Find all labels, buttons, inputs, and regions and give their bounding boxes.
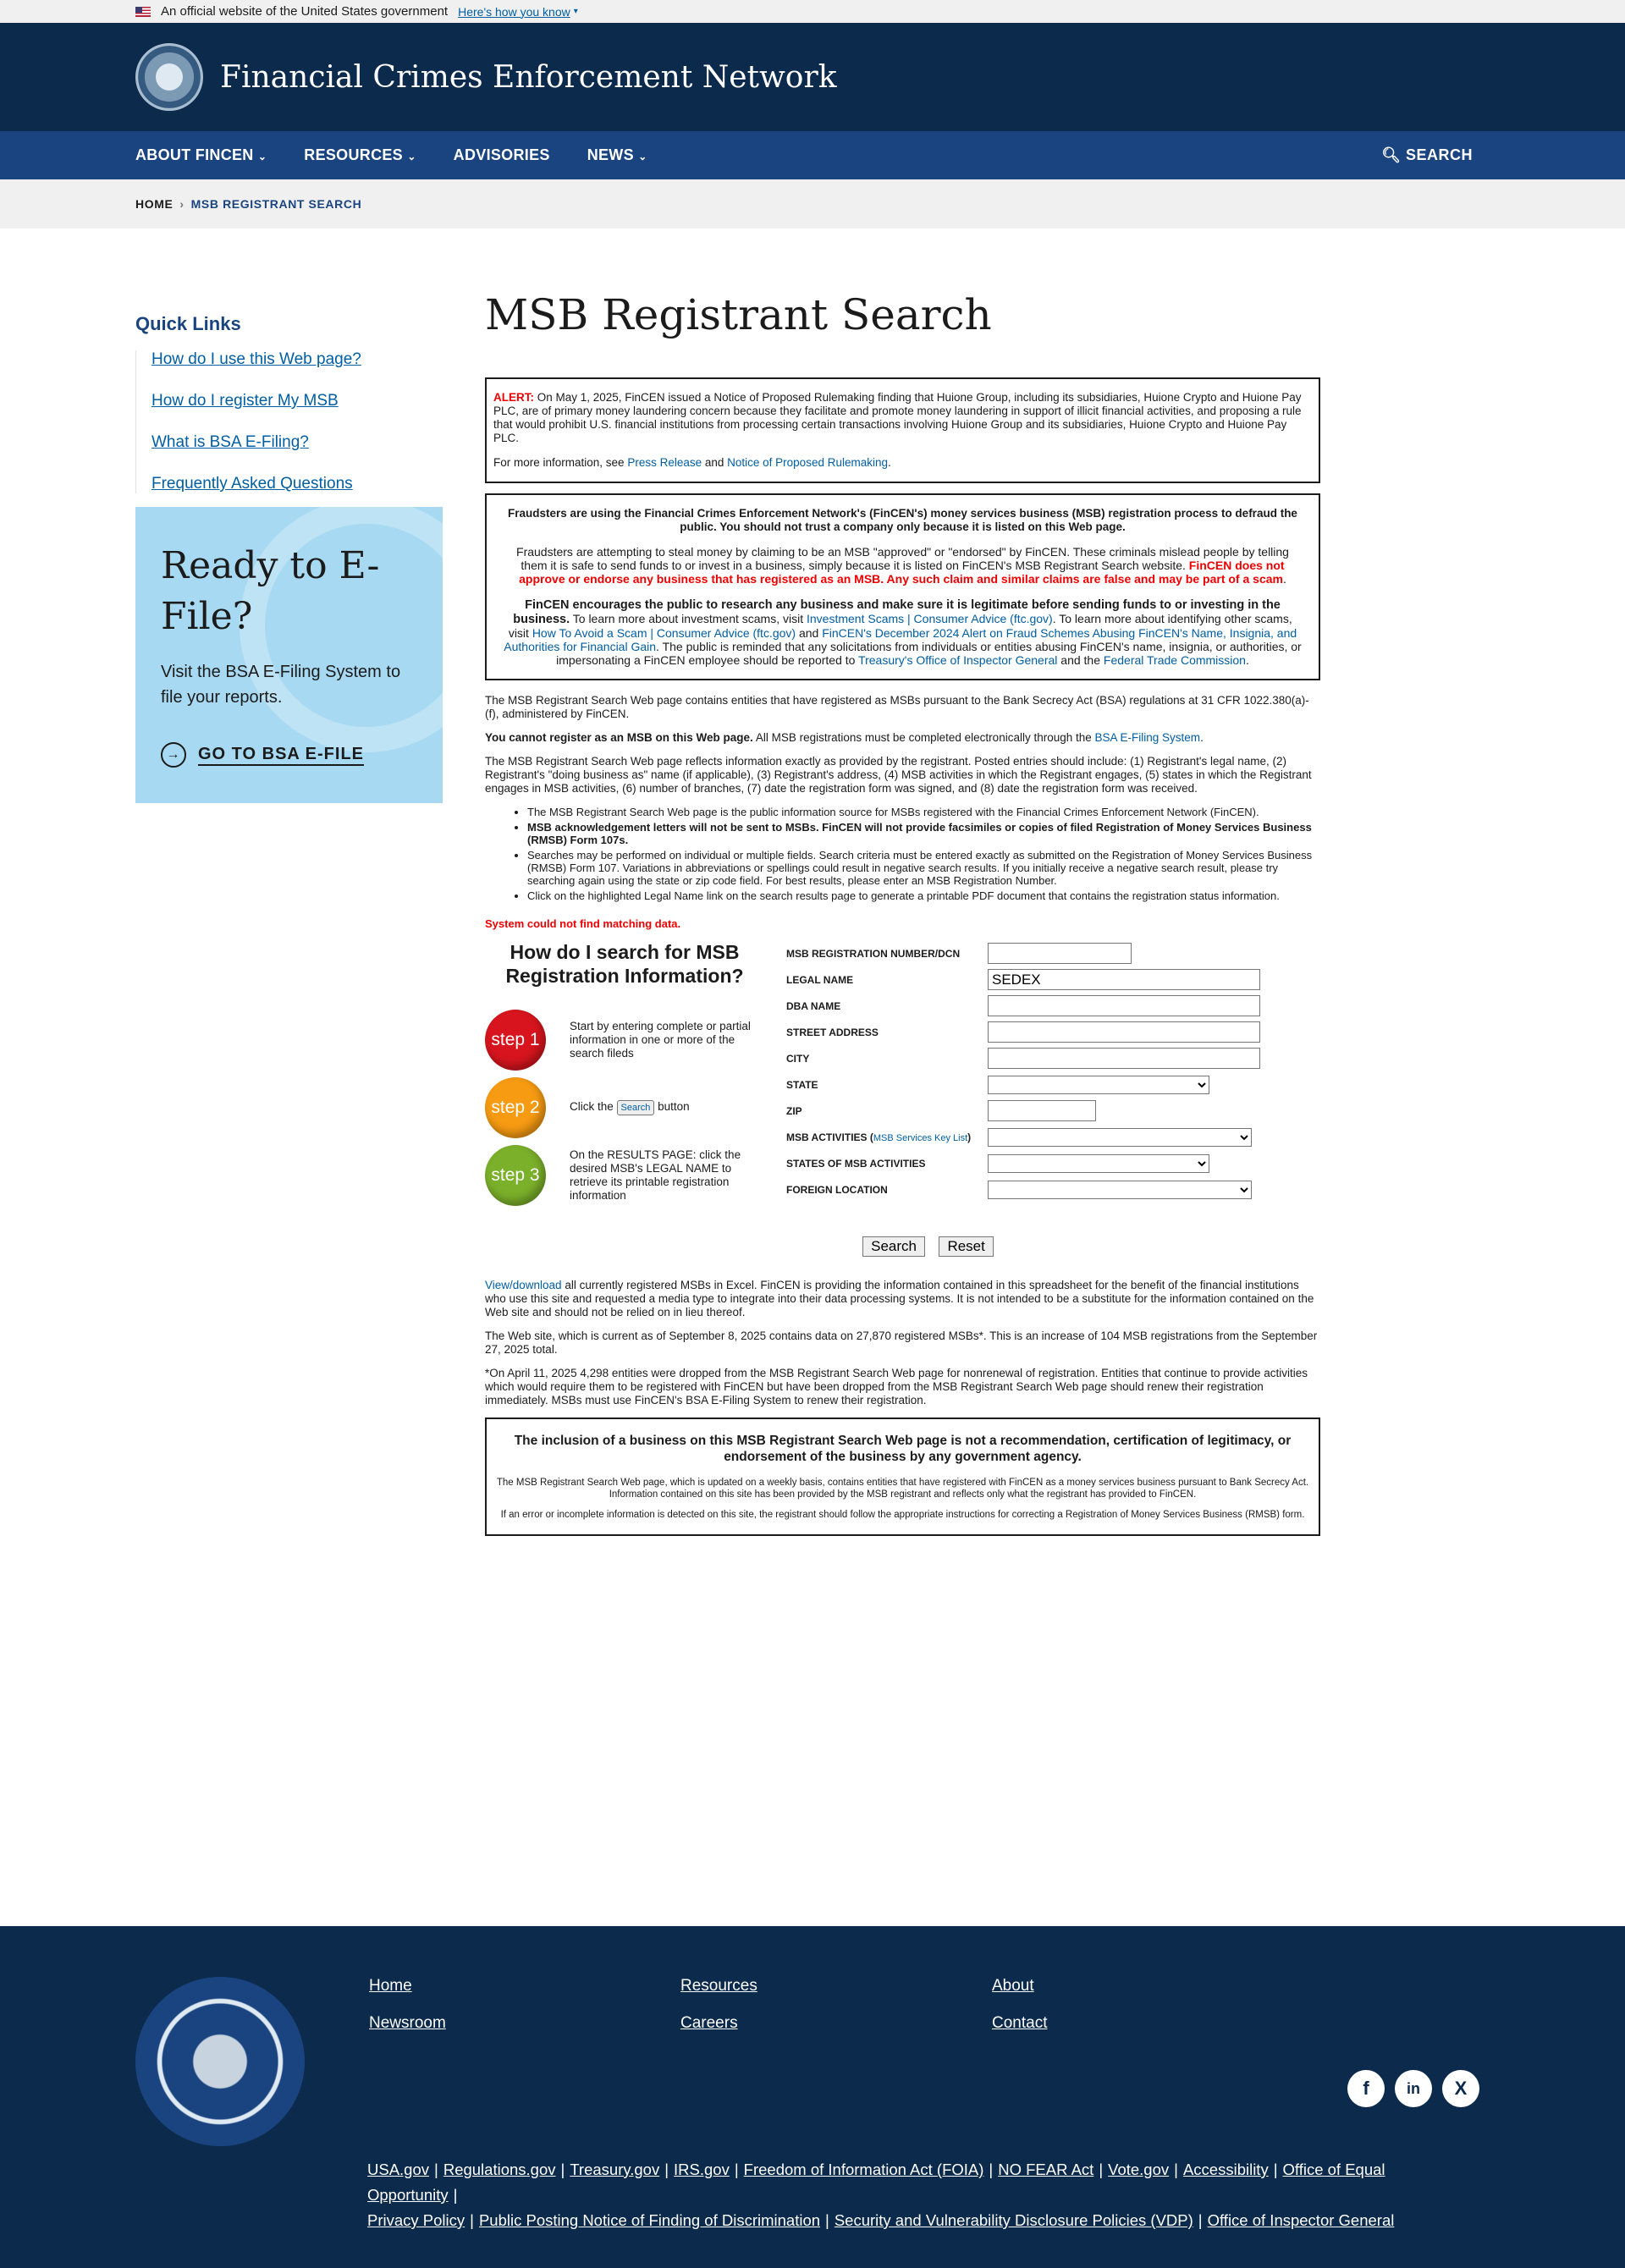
zip-input[interactable] bbox=[988, 1100, 1096, 1121]
footer-legal-links: USA.gov | Regulations.gov | Treasury.gov | IRS.gov | Freedom of Information Act (FOIA) | NO FEAR Act | Vote.gov | Accessibility | Office of Equal Opportunity | Privacy Policy | Public Posting Notice of Finding of Discrimination | Security and Vulnerability Disclosure Policies (VDP) | Office of Inspector General bbox=[367, 2161, 1395, 2229]
reflects-text: The MSB Registrant Search Web page reflects information exactly as provided by the registrant. Posted entries should include: (1) Registrant's legal name, (2) Registrant's "doing business as" name (if applicable), (3) Registrant's address, (4) MSB activities in which the Registrant engages, (5) states in which the Registrant engages in MSB activities, (6) number of branches, (7) date the registration form was signed, and (8) date the registration form was received. bbox=[485, 755, 1312, 795]
legal-name-input[interactable] bbox=[988, 969, 1260, 990]
msb-activities-select[interactable] bbox=[988, 1128, 1252, 1147]
step-2: step 2 Click the Search button bbox=[485, 1077, 764, 1138]
gov-banner-text: An official website of the United States government bbox=[161, 4, 449, 19]
gov-banner bbox=[0, 0, 1625, 23]
quick-link-faq[interactable]: Frequently Asked Questions bbox=[151, 475, 353, 493]
legal-link[interactable]: USA.gov bbox=[367, 2161, 430, 2178]
legal-link[interactable]: IRS.gov bbox=[674, 2161, 730, 2178]
bsa-efiling-link[interactable]: BSA E-Filing System bbox=[1094, 731, 1201, 744]
city-input[interactable] bbox=[988, 1048, 1260, 1069]
footer-link-resources[interactable]: Resources bbox=[680, 1977, 757, 1995]
nav-about-fincen[interactable]: ABOUT FINCEN ⌄ bbox=[135, 146, 267, 163]
view-download-link[interactable]: View/download bbox=[485, 1279, 562, 1291]
breadcrumb-home[interactable]: HOME bbox=[135, 197, 174, 211]
list-item: • MSB acknowledgement letters will not be sent to MSBs. FinCEN will not provide facsimiles or copies of filed Registration of Money Services Business (RMSB) Form 107s. bbox=[527, 821, 1320, 846]
x-twitter-icon[interactable]: X bbox=[1442, 2070, 1479, 2107]
info-bullets bbox=[527, 806, 1320, 902]
search-icon: 🔍︎ bbox=[1381, 146, 1402, 163]
arrow-right-circle-icon: → bbox=[161, 742, 186, 768]
legal-name-label: LEGAL NAME bbox=[786, 973, 854, 986]
efile-promo bbox=[135, 507, 443, 803]
nav-resources[interactable]: RESOURCES ⌄ bbox=[304, 146, 416, 163]
intro-text: The MSB Registrant Search Web page contains entities that have registered as MSBs pursuant to the Bank Secrecy Act (BSA) regulations at 31 CFR 1022.380(a)-(f), administered by FinCEN. bbox=[485, 694, 1309, 720]
chevron-down-icon: ⌄ bbox=[257, 151, 267, 162]
alert-box: ALERT: On May 1, 2025, FinCEN issued a Notice of Proposed Rulemaking finding that Huione Group, including its subsidiaries, Huione Crypto and Huione Pay PLC, are of primary money laundering concern because they facilitate and promote money laundering in support of illicit financial activities, and proposing a rule that would prohibit U.S. financial institutions from processing certain transactions involving Huione Group and its subsidiaries, Huione Crypto and Huione Pay PLC. For more information, see Press Release and Notice of Proposed Rulemaking. bbox=[485, 377, 1320, 483]
current-as-of-text: The Web site, which is current as of September 8, 2025 contains data on 27,870 registered MSBs*. This is an increase of 104 MSB registrations from the September 27, 2025 total. bbox=[485, 1329, 1318, 1356]
reset-button[interactable]: Reset bbox=[939, 1236, 993, 1257]
social-links bbox=[1347, 2070, 1479, 2107]
state-select[interactable] bbox=[988, 1076, 1209, 1094]
heres-how-you-know-link[interactable]: Here's how you know bbox=[458, 4, 570, 19]
foreign-location-label: FOREIGN LOCATION bbox=[786, 1183, 888, 1196]
fincen-seal-logo[interactable] bbox=[135, 43, 203, 111]
search-submit-button[interactable]: Search bbox=[862, 1236, 925, 1257]
legal-link[interactable]: NO FEAR Act bbox=[998, 2161, 1094, 2178]
disclaimer-heading: The inclusion of a business on this MSB Registrant Search Web page is not a recommendation, certification of legitimacy, or endorsement of the business by any government agency. bbox=[514, 1434, 1292, 1464]
chevron-down-icon: ⌄ bbox=[638, 151, 647, 162]
form-buttons bbox=[485, 1236, 1320, 1257]
disclaimer-p1: The MSB Registrant Search Web page, which is updated on a weekly basis, contains entities that have registered with FinCEN as a money services business pursuant to Bank Secrecy Act. Information contained on this site has been provided by the MSB registrant and reflects only what the registrant has provided to FinCEN. bbox=[496, 1478, 1309, 1500]
step-3: step 3 On the RESULTS PAGE: click the desired MSB's LEGAL NAME to retrieve its printable registration information bbox=[485, 1145, 764, 1206]
alert-text: On May 1, 2025, FinCEN issued a Notice of Proposed Rulemaking finding that Huione Group, including its subsidiaries, Huione Crypto and Huione Pay PLC, are of primary money laundering concern because they facilitate and promote money laundering in support of illicit financial activities, and proposing a rule that would prohibit U.S. financial institutions from processing certain transactions involving Huione Group and its subsidiaries, Huione Crypto and Huione Pay PLC. bbox=[493, 391, 1302, 444]
efile-title: Ready to E-File? bbox=[161, 544, 380, 638]
legal-link[interactable]: Office of Inspector General bbox=[1207, 2211, 1395, 2229]
reg-number-label: MSB REGISTRATION NUMBER/DCN bbox=[786, 947, 961, 960]
ftc-link[interactable]: Federal Trade Commission bbox=[1103, 653, 1246, 667]
investment-scams-link[interactable]: Investment Scams | Consumer Advice (ftc.gov) bbox=[806, 612, 1053, 625]
efile-text: Visit the BSA E-Filing System to file your reports. bbox=[161, 663, 401, 707]
city-label: CITY bbox=[786, 1052, 810, 1065]
legal-link[interactable]: Treasury.gov bbox=[570, 2161, 660, 2178]
step-2-icon: step 2 bbox=[485, 1077, 546, 1138]
quick-link-how-register[interactable]: How do I register My MSB bbox=[151, 392, 339, 410]
search-section bbox=[485, 940, 1320, 1213]
breadcrumb bbox=[0, 179, 1625, 228]
list-item: • Click on the highlighted Legal Name link on the search results page to generate a printable PDF document that contains the registration status information. bbox=[527, 889, 1320, 902]
page-title: MSB Registrant Search bbox=[485, 290, 992, 339]
chevron-right-icon: › bbox=[179, 197, 185, 211]
fraud-warning-box: Fraudsters are using the Financial Crimes Enforcement Network's (FinCEN's) money services business (MSB) registration process to defraud the public. You should not trust a company only because it is listed on this Web page. Fraudsters are attempting to steal money by claiming to be an MSB "approved" or "endorsed" by FinCEN. These criminals mislead people by telling them it is safe to send funds to or invest in a business, simply because it is listed on FinCEN's MSB Registrant Search website. FinCEN does not approve or endorse any business that has registered as an MSB. Any such claim and similar claims are false and may be part of a scam. FinCEN encourages the public to research any business and make sure it is legitimate before sending funds to or investing in the business. To learn more about investment scams, visit Investment Scams | Consumer Advice (ftc.gov). To learn more about identifying other scams, visit How To Avoid a Scam | Consumer Advice (ftc.gov) and FinCEN's December 2024 Alert on Fraud Schemes Abusing FinCEN's Name, Insignia, and Authorities for Financial Gain. The public is reminded that any solicitations from individuals or entities abusing FinCEN's name, insignia, or authorities, or impersonating a FinCEN employee should be reported to Treasury's Office of Inspector General and the Federal Trade Commission. bbox=[485, 493, 1320, 680]
msb-activities-label: MSB ACTIVITIES (MSB Services Key List) bbox=[786, 1131, 972, 1143]
sidebar bbox=[135, 313, 443, 803]
breadcrumb-current: MSB REGISTRANT SEARCH bbox=[190, 197, 362, 211]
masthead bbox=[0, 23, 1625, 131]
nprm-link[interactable]: Notice of Proposed Rulemaking bbox=[727, 456, 888, 469]
nav-advisories[interactable]: ADVISORIES bbox=[453, 146, 550, 163]
cannot-register-text: You cannot register as an MSB on this Web page. All MSB registrations must be completed electronically through the BSA E-Filing System. bbox=[485, 731, 1204, 744]
search-button[interactable]: 🔍︎ SEARCH bbox=[1381, 146, 1473, 163]
legal-link[interactable]: Freedom of Information Act (FOIA) bbox=[743, 2161, 984, 2178]
legal-link[interactable]: Accessibility bbox=[1182, 2161, 1269, 2178]
how-to-search bbox=[485, 940, 764, 1213]
quick-links-list bbox=[135, 350, 443, 493]
footer-link-about[interactable]: About bbox=[992, 1977, 1034, 1995]
quick-link-how-use[interactable]: How do I use this Web page? bbox=[151, 350, 361, 368]
dba-name-input[interactable] bbox=[988, 995, 1260, 1016]
state-label: STATE bbox=[786, 1078, 818, 1091]
foreign-location-select[interactable] bbox=[988, 1181, 1252, 1199]
linkedin-icon[interactable]: in bbox=[1395, 2070, 1432, 2107]
go-to-bsa-efile-link[interactable]: → GO TO BSA E-FILE bbox=[161, 742, 417, 768]
avoid-scam-link[interactable]: How To Avoid a Scam | Consumer Advice (ftc.gov) bbox=[532, 626, 796, 640]
street-address-input[interactable] bbox=[988, 1021, 1260, 1043]
download-text: View/download all currently registered MSBs in Excel. FinCEN is providing the information contained in this spreadsheet for the benefit of the financial institutions who use this site and requested a media type to integrate into their data processing systems. It is not intended to be a substitute for the information contained on the Web site and should not be relied on in lieu thereof. bbox=[485, 1279, 1314, 1318]
states-of-activities-select[interactable] bbox=[988, 1154, 1209, 1173]
msb-services-key-list-link[interactable]: MSB Services Key List bbox=[873, 1132, 968, 1143]
legal-link[interactable]: Public Posting Notice of Finding of Discrimination bbox=[478, 2211, 821, 2229]
how-to-title: How do I search for MSB Registration Information? bbox=[505, 941, 744, 987]
search-form bbox=[786, 940, 1320, 1213]
footer-link-contact[interactable]: Contact bbox=[992, 2014, 1048, 2032]
nav-news[interactable]: NEWS ⌄ bbox=[587, 146, 647, 163]
us-flag-icon bbox=[135, 7, 151, 17]
dba-name-label: DBA NAME bbox=[786, 999, 841, 1012]
legal-link[interactable]: Regulations.gov bbox=[443, 2161, 556, 2178]
quick-links-title: Quick Links bbox=[135, 313, 241, 334]
list-item: • The MSB Registrant Search Web page is the public information source for MSBs registered with the Financial Crimes Enforcement Network (FinCEN). bbox=[527, 806, 1320, 818]
fraud-heading: Fraudsters are using the Financial Crimes Enforcement Network's (FinCEN's) money services business (MSB) registration process to defraud the public. You should not trust a company only because it is listed on this Web page. bbox=[508, 507, 1297, 533]
legal-link[interactable]: Security and Vulnerability Disclosure Policies (VDP) bbox=[834, 2211, 1193, 2229]
footer-link-newsroom[interactable]: Newsroom bbox=[369, 2014, 446, 2032]
legal-link[interactable]: Vote.gov bbox=[1108, 2161, 1170, 2178]
site-footer bbox=[0, 1926, 1625, 2268]
press-release-link[interactable]: Press Release bbox=[627, 456, 702, 469]
treasury-fincen-seal-logo bbox=[135, 1977, 305, 2146]
legal-link[interactable]: Privacy Policy bbox=[367, 2211, 465, 2229]
chevron-down-icon: ⌄ bbox=[407, 151, 416, 162]
list-item: • Searches may be performed on individual or multiple fields. Search criteria must be entered exactly as submitted on the Registration of Money Services Business (RMSB) Form 107. Variations in abbreviations or spellings could result in negative search results. If you initially receive a negative search result, please try searching again using the state or zip code field. For best results, please enter an MSB Registration Number. bbox=[527, 849, 1320, 887]
footer-link-careers[interactable]: Careers bbox=[680, 2014, 738, 2032]
oig-link[interactable]: Treasury's Office of Inspector General bbox=[858, 653, 1058, 667]
states-of-activities-label: STATES OF MSB ACTIVITIES bbox=[786, 1157, 926, 1170]
disclaimer-box bbox=[485, 1418, 1320, 1536]
step-1: step 1 Start by entering complete or partial information in one or more of the search fileds bbox=[485, 1010, 764, 1071]
site-title[interactable]: Financial Crimes Enforcement Network bbox=[220, 59, 837, 95]
facebook-icon[interactable]: f bbox=[1347, 2070, 1385, 2107]
footer-link-home[interactable]: Home bbox=[369, 1977, 412, 1995]
step-1-icon: step 1 bbox=[485, 1010, 546, 1071]
search-button-illustration: Search bbox=[617, 1100, 655, 1115]
fincen-does-not-endorse: FinCEN does not approve or endorse any business that has registered as an MSB. Any such claim and similar claims are false and may be part of a scam bbox=[519, 559, 1285, 586]
reg-number-input[interactable] bbox=[988, 943, 1132, 964]
quick-link-what-is-bsa[interactable]: What is BSA E-Filing? bbox=[151, 433, 309, 451]
no-results-error: System could not find matching data. bbox=[485, 917, 681, 930]
main-content bbox=[485, 290, 1320, 1536]
street-address-label: STREET ADDRESS bbox=[786, 1026, 879, 1038]
step-3-icon: step 3 bbox=[485, 1145, 546, 1206]
chevron-down-icon: ▾ bbox=[573, 7, 578, 16]
dropped-entities-text: *On April 11, 2025 4,298 entities were dropped from the MSB Registrant Search Web page for nonrenewal of registration. Entities that continue to provide activities which would require them to be registered with FinCEN but have been dropped from the MSB Registrant Search Web page should renew their registration immediately. MSBs must use FinCEN's BSA E-Filing System to renew their registration. bbox=[485, 1367, 1308, 1406]
main-nav bbox=[0, 131, 1625, 179]
alert-label: ALERT: bbox=[493, 391, 534, 404]
fraud-alert-link[interactable]: FinCEN's December 2024 Alert on Fraud Schemes Abusing FinCEN's Name, Insignia, and Authorities for Financial Gain bbox=[504, 626, 1297, 653]
legal-link[interactable]: Office of Equal Opportunity bbox=[367, 2161, 1385, 2204]
disclaimer-p2: If an error or incomplete information is detected on this site, the registrant should follow the appropriate instructions for correcting a Registration of Money Services Business (RMSB) form. bbox=[500, 1510, 1305, 1520]
zip-label: ZIP bbox=[786, 1104, 802, 1117]
footer-links bbox=[369, 1977, 1048, 2033]
